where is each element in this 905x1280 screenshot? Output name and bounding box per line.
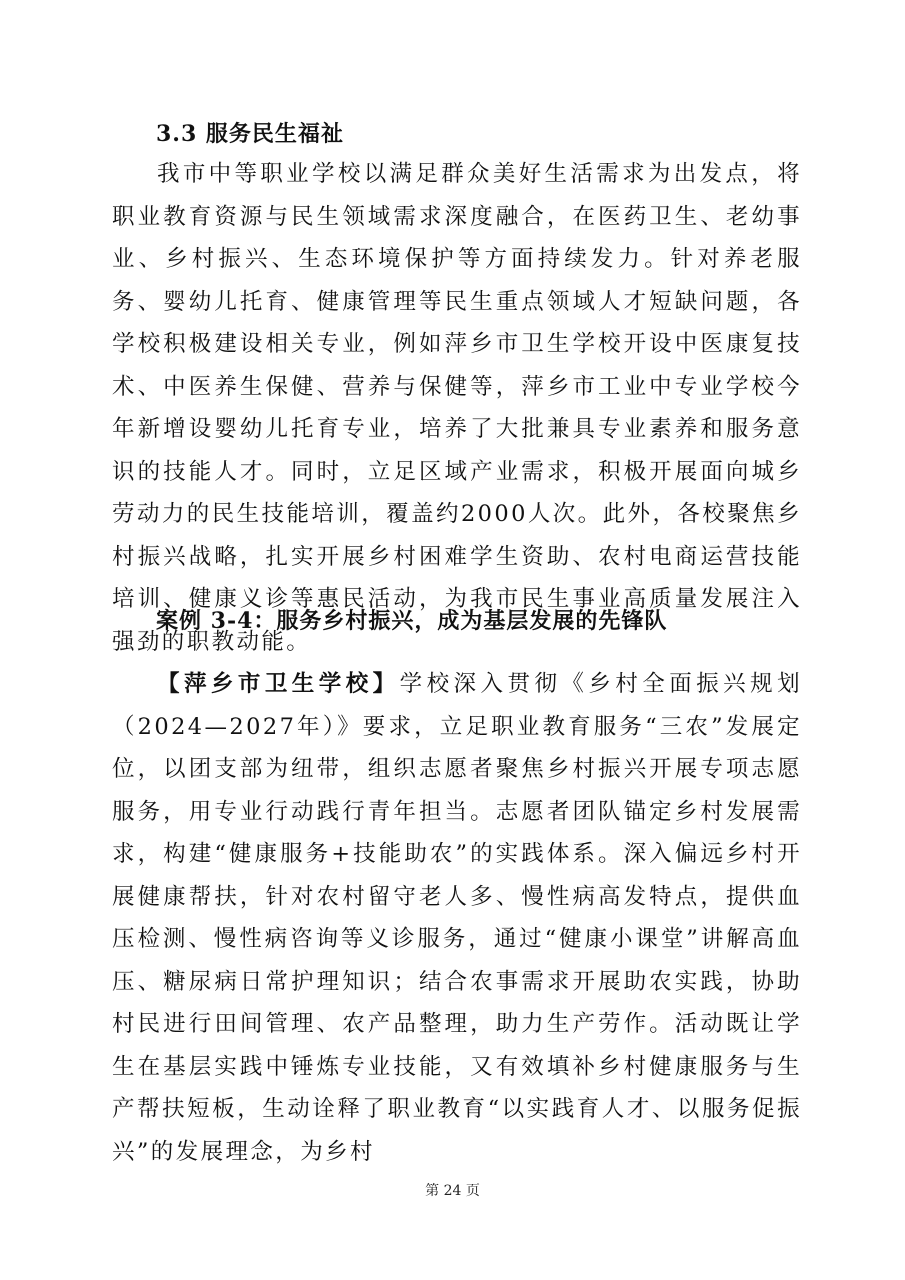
case-school-name: 【萍乡市卫生学校】: [157, 671, 400, 697]
case-paragraph: [112, 663, 802, 1173]
case-title: 案例 3-4：服务乡村振兴，成为基层发展的先锋队: [156, 608, 668, 634]
case-body: [112, 663, 802, 1173]
section-heading: 3.3 服务民生福祉: [156, 121, 344, 147]
case-paragraph-text: 学校深入贯彻《乡村全面振兴规划（2024—2027年）》要求，立足职业教育服务“三农”发展定位，以团支部为纽带，组织志愿者聚焦乡村振兴开展专项志愿服务，用专业行动践行青年担当。志愿者团队锚定乡村发展需求，构建“健康服务+技能助农”的实践体系。深入偏远乡村开展健康帮扶，针对农村留守老人多、慢性病高发特点，提供血压检测、慢性病咨询等义诊服务，通过“健康小课堂”讲解高血压、糖尿病日常护理知识；结合农事需求开展助农实践，协助村民进行田间管理、农产品整理，助力生产劳作。活动既让学生在基层实践中锤炼专业技能，又有效填补乡村健康服务与生产帮扶短板，生动诠释了职业教育“以实践育人才、以服务促振兴”的发展理念，为乡村: [112, 671, 802, 1165]
page-number: 第 24 页: [425, 1183, 480, 1199]
section-body: [112, 153, 802, 663]
section-paragraph: 我市中等职业学校以满足群众美好生活需求为出发点，将职业教育资源与民生领域需求深度融合，在医药卫生、老幼事业、乡村振兴、生态环境保护等方面持续发力。针对养老服务、婴幼儿托育、健康管理等民生重点领域人才短缺问题，各学校积极建设相关专业，例如萍乡市卫生学校开设中医康复技术、中医养生保健、营养与保健等，萍乡市工业中专业学校今年新增设婴幼儿托育专业，培养了大批兼具专业素养和服务意识的技能人才。同时，立足区域产业需求，积极开展面向城乡劳动力的民生技能培训，覆盖约2000人次。此外，各校聚焦乡村振兴战略，扎实开展乡村困难学生资助、农村电商运营技能培训、健康义诊等惠民活动，为我市民生事业高质量发展注入强劲的职教动能。: [112, 161, 802, 655]
